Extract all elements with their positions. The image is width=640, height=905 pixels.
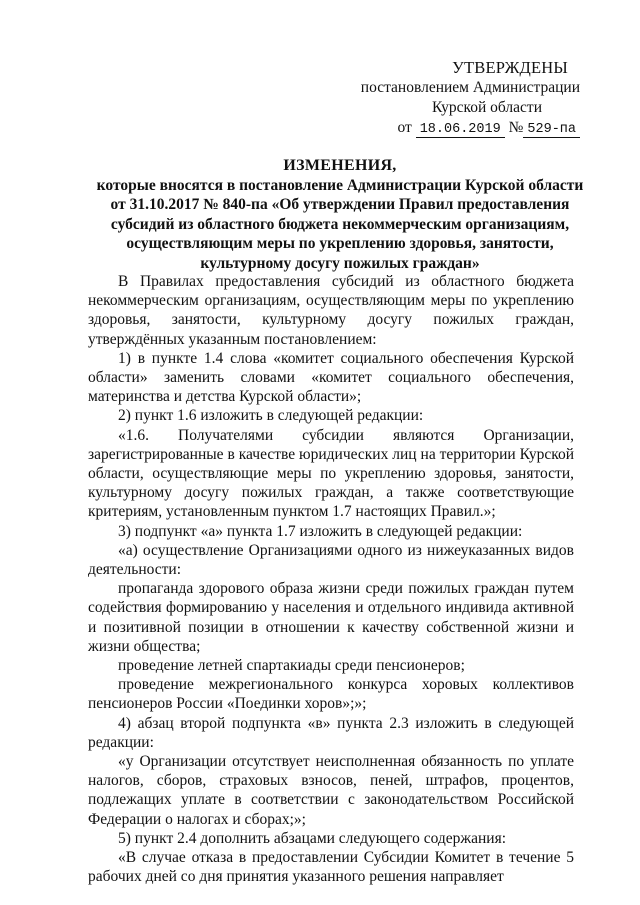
heading-line-2: от 31.10.2017 № 840-па «Об утверждении Правил предоставления [110, 196, 570, 213]
approval-line-1: постановлением Администрации [360, 79, 580, 96]
paragraph: пропаганда здорового образа жизни среди пожилых граждан путем содействия формированию у населения и отдельного индивида активной и позитивной позиции в отношении к качеству собственной жизни и жизни общества; [88, 580, 574, 655]
approval-line-2: Курской области [431, 99, 542, 116]
paragraph: 2) пункт 1.6 изложить в следующей редакции: [118, 407, 424, 425]
paragraph: «1.6. Получателями субсидии являются Организации, зарегистрированные в качестве юридических лиц на территории Курской области, осуществляющие меры по укреплению здоровья, занятости, культурному досугу пожилых граждан, а также соответствующие критериям, установленным пунктом 1.7 настоящих Правил.»; [88, 426, 574, 521]
paragraph: 1) в пункте 1.4 слова «комитет социального обеспечения Курской области» заменить словами «комитет социального обеспечения, материнства и детства Курской области»; [88, 349, 574, 406]
approval-date: 18.06.2019 [416, 122, 505, 138]
paragraph: 4) абзац второй подпункта «в» пункта 2.3 изложить в следующей редакции: [88, 714, 574, 751]
heading-title: ИЗМЕНЕНИЯ, [283, 157, 397, 174]
approval-number: 529-па [523, 122, 580, 138]
number-prefix: № [508, 119, 524, 136]
heading-line-5: культурному досугу пожилых граждан» [200, 254, 480, 272]
paragraph: «у Организации отсутствует неисполненная обязанность по уплате налогов, сборов, страховых взносов, пеней, штрафов, процентов, подлежащих уплате в соответствии с законодательством Российской Федерации о налогах и сборах;»; [88, 753, 574, 828]
paragraph: В Правилах предоставления субсидий из областного бюджета некоммерческим организациям, осуществляющим меры по укреплению здоровья, занятости, культурному досугу пожилых граждан, утверждённых указанным постановлением: [88, 273, 574, 348]
document-body [88, 272, 574, 887]
approval-date-line [360, 118, 580, 140]
paragraph: 5) пункт 2.4 дополнить абзацами следующего содержания: [118, 829, 507, 847]
heading-line-3: субсидий из областного бюджета некоммерческим организациям, [110, 215, 570, 233]
paragraph: проведение летней спартакиады среди пенсионеров; [118, 657, 465, 675]
heading-line-4: осуществляющим меры по укреплению здоровья, занятости, [126, 235, 554, 252]
paragraph: «В случае отказа в предоставлении Субсидии Комитет в течение 5 рабочих дней со дня принятия указанного решения направляет [88, 849, 574, 886]
date-prefix: от [397, 119, 412, 136]
approval-stamp [360, 58, 580, 140]
approval-title: УТВЕРЖДЕНЫ [452, 58, 568, 77]
paragraph: 3) подпункт «а» пункта 1.7 изложить в следующей редакции: [118, 522, 523, 540]
heading-line-1: которые вносятся в постановление Администрации Курской области [96, 176, 584, 194]
paragraph: проведение межрегионального конкурса хоровых коллективов пенсионеров России «Поединки хоров»;»; [88, 676, 574, 713]
document-heading [90, 156, 590, 273]
paragraph: «а) осуществление Организациями одного из нижеуказанных видов деятельности: [88, 541, 574, 579]
